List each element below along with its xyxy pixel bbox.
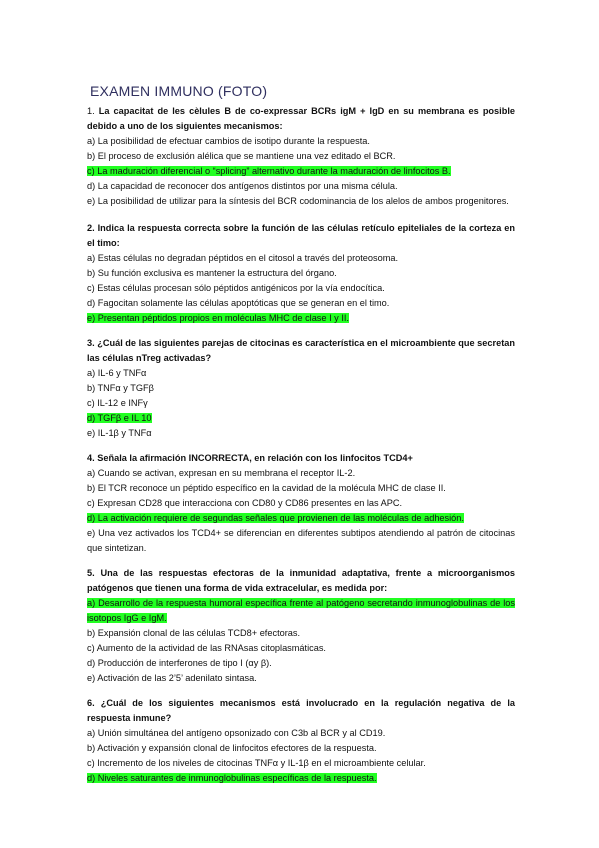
question-number: 6.	[87, 698, 95, 708]
option-d-correct	[87, 771, 515, 786]
question-text: 1. La capacitat de les cèlules B de co-expressar BCRs igM + IgD en su membrana es posible debido a uno de los siguientes mecanismos:	[87, 106, 515, 131]
question-number: 3.	[87, 338, 95, 348]
option-a: a) La posibilidad de efectuar cambios de isotipo durante la respuesta.	[87, 136, 370, 146]
option-d-correct	[87, 511, 515, 526]
option-c: c) Estas células procesan sólo péptidos antigénicos por la vía endocítica.	[87, 283, 385, 293]
option-e: e) Activación de las 2’5’ adenilato sintasa.	[87, 673, 257, 683]
correct-answer-highlight: a) Desarrollo de la respuesta humoral específica frente al patógeno secretando inmunoglobulinas de los isotopos IgG e IgM.	[87, 598, 515, 623]
question-text: 4. Señala la afirmación INCORRECTA, en relación con los linfocitos TCD4+	[87, 453, 413, 463]
option-a: a) Estas células no degradan péptidos en el citosol a través del proteosoma.	[87, 253, 399, 263]
option-b: b) Su función exclusiva es mantener la estructura del órgano.	[87, 268, 337, 278]
option-d-correct	[87, 411, 515, 426]
question-number: 5.	[87, 568, 95, 578]
option-e: e) Una vez activados los TCD4+ se diferencian en diferentes subtipos atendiendo al patrón de citocinas que sintetizan.	[87, 528, 515, 553]
option-c: c) IL-12 e INFγ	[87, 398, 148, 408]
question-text: 6. ¿Cuál de los siguientes mecanismos está involucrado en la regulación negativa de la respuesta inmune?	[87, 698, 515, 723]
option-d: d) Producción de interferones de tipo I (αy β).	[87, 658, 272, 668]
option-d: d) La capacidad de reconocer dos antígenos distintos por una misma célula.	[87, 181, 398, 191]
option-b: b) El proceso de exclusión alélica que se mantiene una vez editado el BCR.	[87, 151, 396, 161]
question-6	[87, 696, 515, 786]
correct-answer-highlight: e) Presentan péptidos propios en moléculas MHC de clase I y II.	[87, 313, 349, 323]
question-number: 2.	[87, 223, 95, 233]
question-1	[87, 104, 515, 209]
page-title: EXAMEN IMMUNO (FOTO)	[90, 83, 268, 99]
option-a-correct	[87, 596, 515, 626]
question-5	[87, 566, 515, 686]
option-b: b) Expansión clonal de las células TCD8+ efectoras.	[87, 628, 301, 638]
correct-answer-highlight: d) TGFβ e IL 10	[87, 413, 152, 423]
option-a: a) Unión simultánea del antígeno opsonizado con C3b al BCR y al CD19.	[87, 728, 386, 738]
correct-answer-highlight: d) La activación requiere de segundas señales que provienen de las moléculas de adhesión.	[87, 513, 464, 523]
option-c: c) Aumento de la actividad de las RNAsas citoplasmáticas.	[87, 643, 326, 653]
question-text: 5. Una de las respuestas efectoras de la inmunidad adaptativa, frente a microorganismos patógenos que tienen una forma de vida extracelular, es medida por:	[87, 568, 515, 593]
option-e: e) La posibilidad de utilizar para la síntesis del BCR codominancia de los alelos de ambos progenitores.	[87, 196, 509, 206]
exam-page	[87, 82, 515, 796]
option-b: b) TNFα y TGFβ	[87, 383, 154, 393]
question-text: 2. Indica la respuesta correcta sobre la función de las células retículo epiteliales de la corteza en el timo:	[87, 223, 515, 248]
question-4	[87, 451, 515, 556]
question-number: 4.	[87, 453, 95, 463]
option-c: c) Expresan CD28 que interacciona con CD80 y CD86 presentes en las APC.	[87, 498, 403, 508]
option-c: c) Incremento de los niveles de citocinas TNFα y IL-1β en el microambiente celular.	[87, 758, 426, 768]
option-b: b) El TCR reconoce un péptido específico en la cavidad de la molécula MHC de clase II.	[87, 483, 446, 493]
question-number: 1.	[87, 106, 95, 116]
option-a: a) Cuando se activan, expresan en su membrana el receptor IL-2.	[87, 468, 356, 478]
option-e: e) IL-1β y TNFα	[87, 428, 152, 438]
option-a: a) IL-6 y TNFα	[87, 368, 147, 378]
question-2	[87, 221, 515, 326]
question-text: 3. ¿Cuál de las siguientes parejas de citocinas es característica en el microambiente que secretan las células nTreg activadas?	[87, 338, 515, 363]
option-e-correct	[87, 311, 515, 326]
option-c-correct	[87, 164, 515, 179]
option-b: b) Activación y expansión clonal de linfocitos efectores de la respuesta.	[87, 743, 377, 753]
option-d: d) Fagocitan solamente las células apoptóticas que se generan en el timo.	[87, 298, 390, 308]
correct-answer-highlight: d) Niveles saturantes de inmunoglobulinas específicas de la respuesta.	[87, 773, 377, 783]
correct-answer-highlight: c) La maduración diferencial o “splicing” alternativo durante la maduración de linfocitos B.	[87, 166, 451, 176]
question-3	[87, 336, 515, 441]
